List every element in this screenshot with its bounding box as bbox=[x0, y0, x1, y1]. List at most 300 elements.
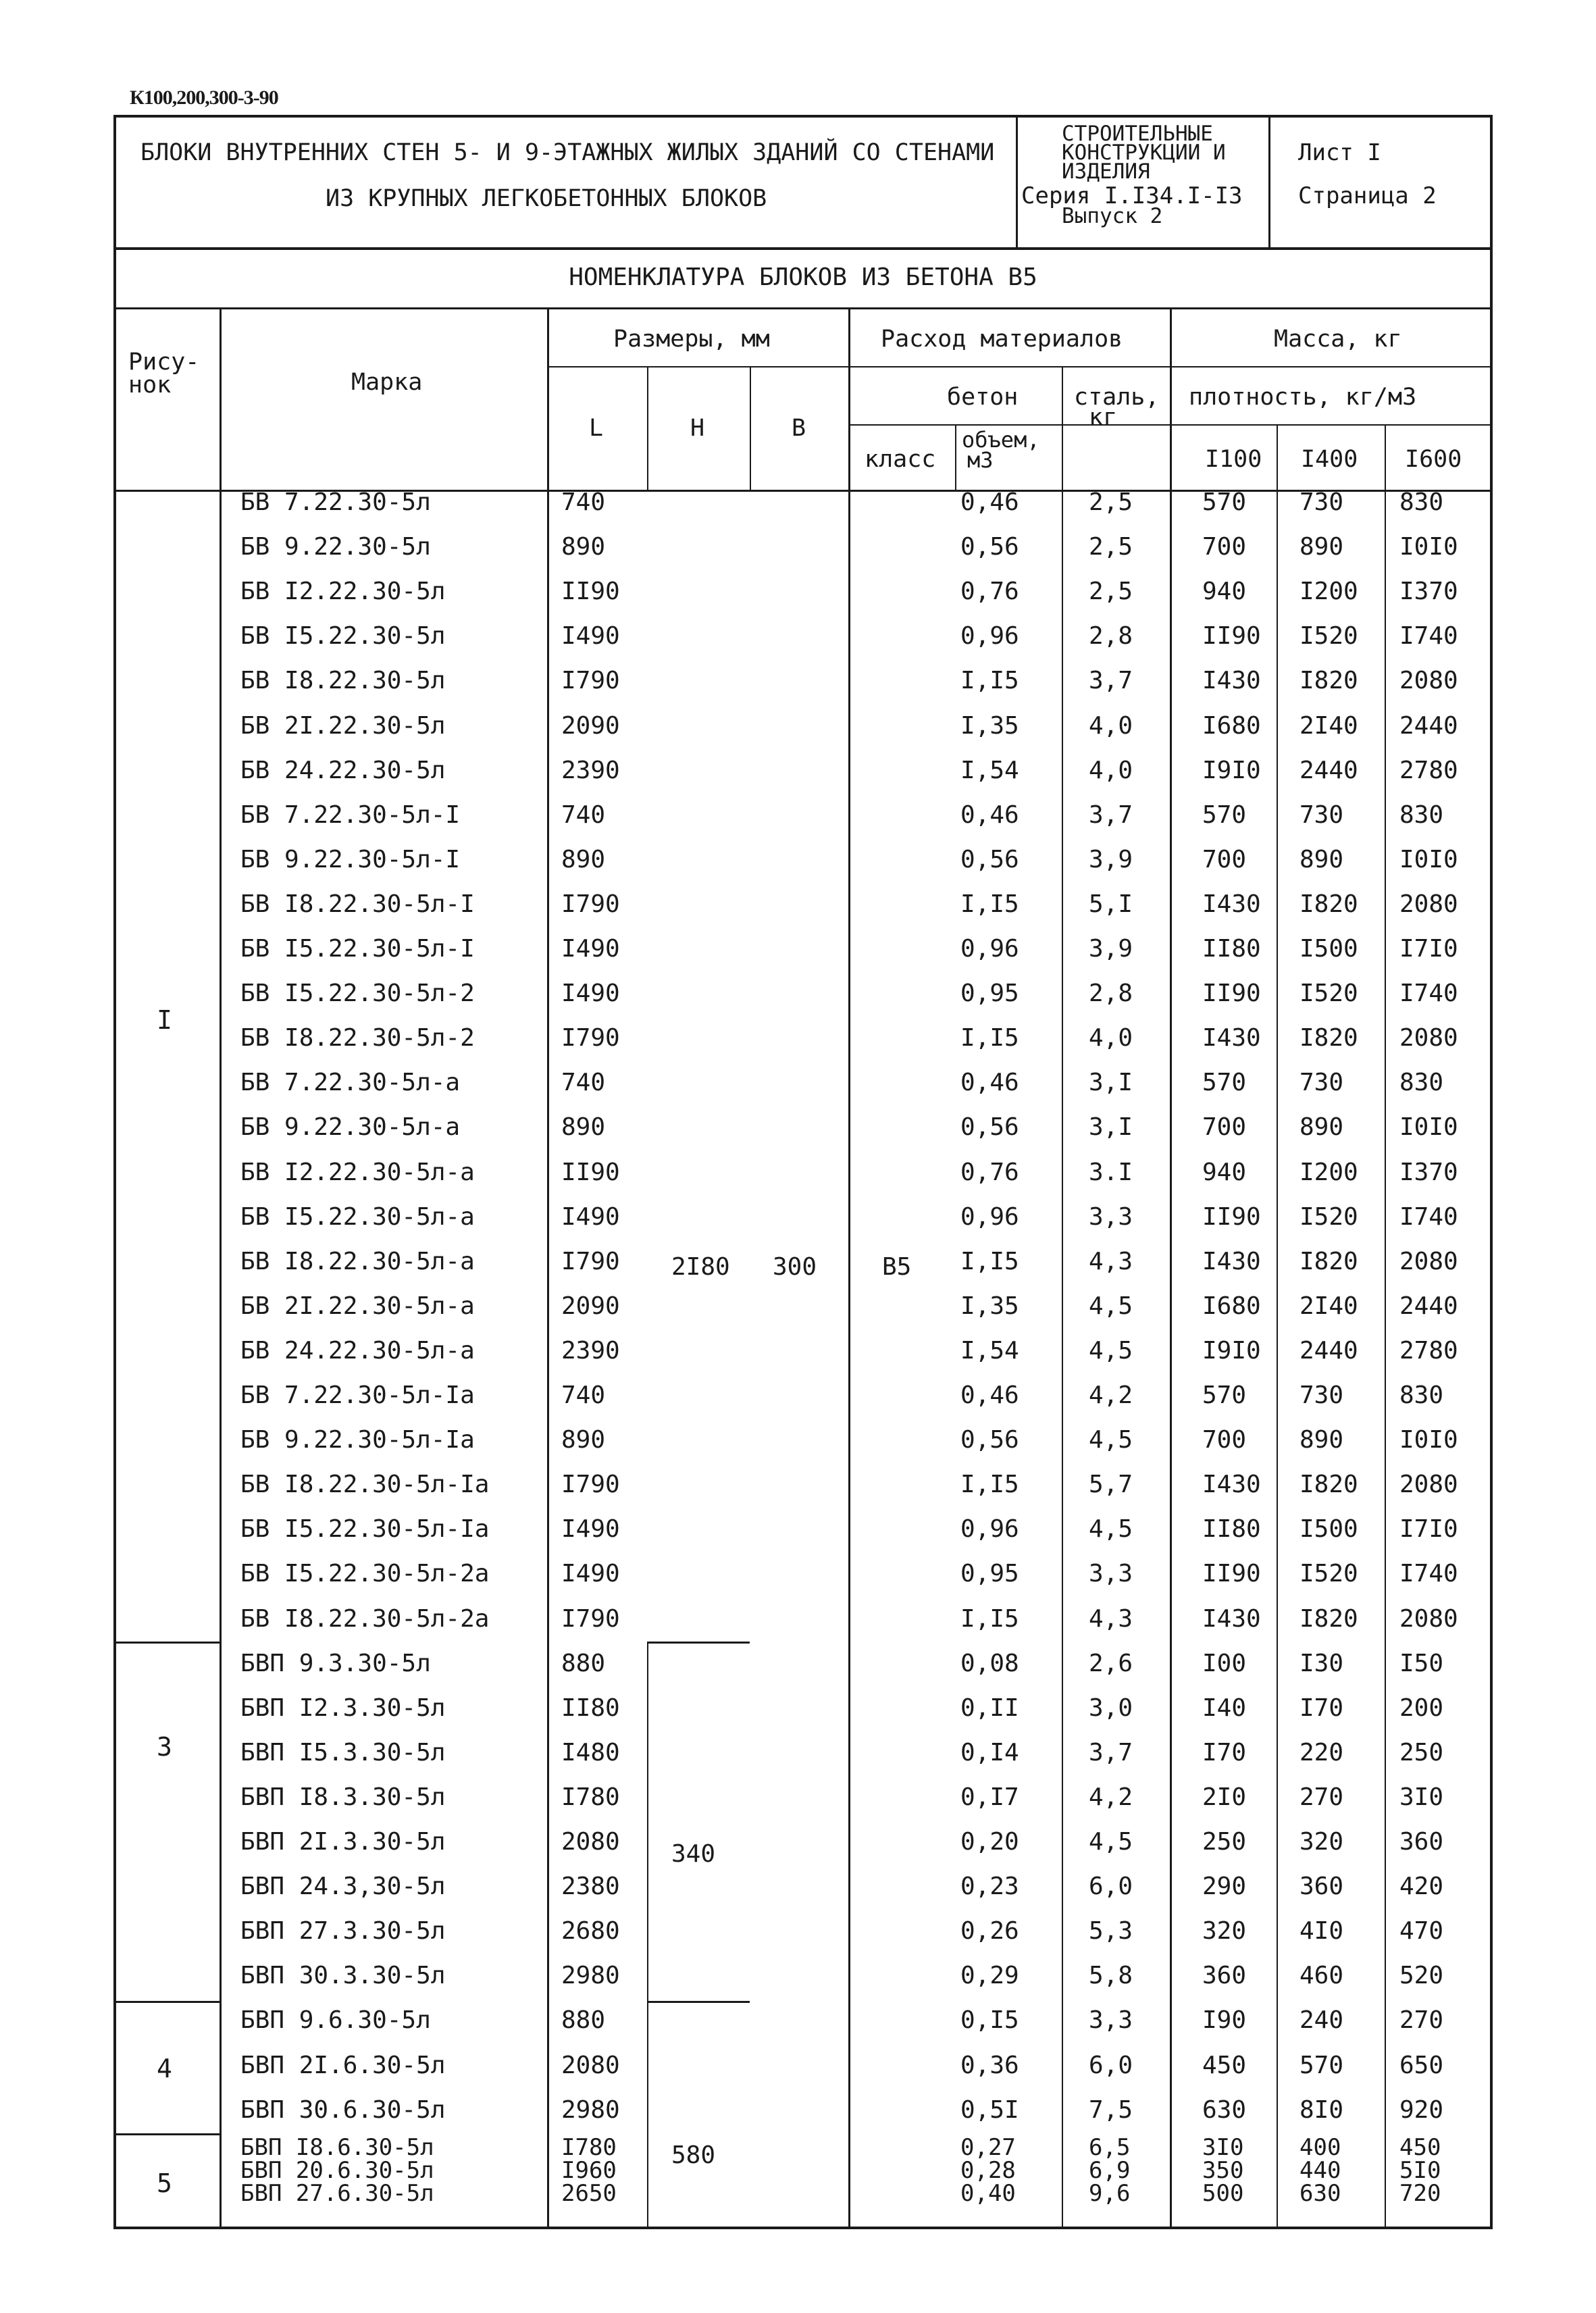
header-volume-2: м3 bbox=[967, 447, 994, 473]
table-body bbox=[116, 250, 1495, 2229]
cell-mass-1400: 730 bbox=[1299, 1381, 1344, 1409]
cell-mass-1600: 2780 bbox=[1399, 756, 1458, 784]
cell-mass-1600: 360 bbox=[1399, 1828, 1444, 1856]
cell-mark: БВ 9.22.30-5л bbox=[240, 533, 431, 561]
cell-mark: БВ I2.22.30-5л bbox=[240, 578, 446, 606]
header-sizes: Размеры, мм bbox=[613, 326, 770, 353]
header-volume-1: объем, bbox=[962, 427, 1040, 453]
cell-volume: 0,56 bbox=[960, 845, 1019, 873]
cell-length: I490 bbox=[561, 935, 620, 963]
cell-mass-1100: 570 bbox=[1202, 488, 1247, 516]
header-density-1100: I100 bbox=[1205, 446, 1262, 473]
cell-mass-1400: I200 bbox=[1299, 1158, 1358, 1186]
cell-length: I790 bbox=[561, 1024, 620, 1052]
cell-length: 890 bbox=[561, 1426, 606, 1454]
cell-mark: БВ 7.22.30-5л-I bbox=[240, 800, 461, 829]
cell-mass-1100: 250 bbox=[1202, 1828, 1247, 1856]
cell-mass-1100: I430 bbox=[1202, 1471, 1261, 1499]
header-L: L bbox=[589, 415, 604, 442]
cell-steel: 6,0 bbox=[1089, 2051, 1133, 2079]
cell-length: 880 bbox=[561, 2006, 606, 2035]
cell-mass-1600: 2080 bbox=[1399, 890, 1458, 918]
cell-mass-1400: 570 bbox=[1299, 2051, 1344, 2079]
cell-mass-1400: 890 bbox=[1299, 1426, 1344, 1454]
cell-mass-1400: I520 bbox=[1299, 1560, 1358, 1588]
cell-steel: 3,I bbox=[1089, 1113, 1133, 1142]
cell-volume: I,I5 bbox=[960, 1024, 1019, 1052]
cell-length: 2980 bbox=[561, 2095, 620, 2124]
cell-mark: БВП 27.3.30-5л bbox=[240, 1917, 446, 1946]
series-number: Серия I.I34.I-I3 bbox=[1021, 182, 1243, 209]
cell-length: I790 bbox=[561, 1604, 620, 1633]
cell-mass-1400: I820 bbox=[1299, 1604, 1358, 1633]
figure-label-4: 4 bbox=[157, 2054, 172, 2083]
cell-steel: 4,0 bbox=[1089, 756, 1133, 784]
cell-mark: БВ I8.22.30-5л-I bbox=[240, 890, 475, 918]
cell-mass-1600: 3I0 bbox=[1399, 1783, 1444, 1811]
cell-mass-1100: I430 bbox=[1202, 1024, 1261, 1052]
cell-length: 2080 bbox=[561, 1828, 620, 1856]
cell-steel: 4,5 bbox=[1089, 1515, 1133, 1544]
height-340: 340 bbox=[671, 1840, 716, 1868]
cell-mass-1100: 3I0 bbox=[1202, 2134, 1244, 2161]
figure-label-5: 5 bbox=[157, 2168, 172, 2198]
cell-length: 2380 bbox=[561, 1873, 620, 1901]
cell-mass-1600: 450 bbox=[1399, 2134, 1441, 2161]
cell-mark: БВ 9.22.30-5л-а bbox=[240, 1113, 461, 1142]
cell-volume: I,I5 bbox=[960, 890, 1019, 918]
cell-steel: 3,I bbox=[1089, 1069, 1133, 1097]
cell-volume: 0,95 bbox=[960, 1560, 1019, 1588]
cell-mass-1600: 2080 bbox=[1399, 1247, 1458, 1275]
cell-volume: 0,20 bbox=[960, 1828, 1019, 1856]
cell-mass-1600: 520 bbox=[1399, 1962, 1444, 1990]
cell-mass-1100: 2I0 bbox=[1202, 1783, 1247, 1811]
cell-mass-1400: I500 bbox=[1299, 935, 1358, 963]
cell-steel: 3.I bbox=[1089, 1158, 1133, 1186]
cell-mass-1100: I430 bbox=[1202, 890, 1261, 918]
cell-mass-1100: I40 bbox=[1202, 1694, 1247, 1722]
series-issue: Выпуск 2 bbox=[1062, 204, 1163, 228]
cell-steel: 3,9 bbox=[1089, 845, 1133, 873]
cell-mark: БВП 2I.3.30-5л bbox=[240, 1828, 446, 1856]
cell-steel: 3,7 bbox=[1089, 800, 1133, 829]
header-materials: Расход материалов bbox=[881, 326, 1123, 353]
cell-mark: БВ I8.22.30-5л bbox=[240, 667, 446, 695]
title-line-2: ИЗ КРУПНЫХ ЛЕГКОБЕТОННЫХ БЛОКОВ bbox=[326, 185, 767, 212]
cell-mass-1600: I740 bbox=[1399, 1202, 1458, 1231]
cell-mark: БВП 30.3.30-5л bbox=[240, 1962, 446, 1990]
cell-mass-1100: 940 bbox=[1202, 1158, 1247, 1186]
cell-mark: БВ 24.22.30-5л-а bbox=[240, 1336, 475, 1365]
cell-mass-1400: I520 bbox=[1299, 622, 1358, 651]
cell-steel: 4,5 bbox=[1089, 1426, 1133, 1454]
cell-mass-1100: II90 bbox=[1202, 622, 1261, 651]
cell-steel: 3,3 bbox=[1089, 2006, 1133, 2035]
cell-mass-1400: I820 bbox=[1299, 1247, 1358, 1275]
cell-volume: 0,56 bbox=[960, 533, 1019, 561]
cell-mass-1100: I430 bbox=[1202, 1247, 1261, 1275]
cell-mass-1600: 2080 bbox=[1399, 1604, 1458, 1633]
cell-length: I790 bbox=[561, 667, 620, 695]
header-B: B bbox=[792, 415, 806, 442]
cell-mass-1400: 240 bbox=[1299, 2006, 1344, 2035]
cell-mass-1100: 700 bbox=[1202, 1426, 1247, 1454]
cell-mass-1100: 350 bbox=[1202, 2157, 1244, 2184]
cell-mark: БВП I5.3.30-5л bbox=[240, 1738, 446, 1766]
cell-mass-1400: 460 bbox=[1299, 1962, 1344, 1990]
cell-steel: 3,3 bbox=[1089, 1560, 1133, 1588]
cell-length: 2650 bbox=[561, 2180, 617, 2207]
cell-mass-1600: I0I0 bbox=[1399, 1426, 1458, 1454]
cell-mark: БВ 9.22.30-5л-Iа bbox=[240, 1426, 475, 1454]
cell-length: I960 bbox=[561, 2157, 617, 2184]
cell-mark: БВП 24.3,30-5л bbox=[240, 1873, 446, 1901]
cell-volume: 0,28 bbox=[960, 2157, 1016, 2184]
cell-steel: 2,8 bbox=[1089, 980, 1133, 1008]
cell-mass-1400: 890 bbox=[1299, 845, 1344, 873]
cell-mass-1400: I500 bbox=[1299, 1515, 1358, 1544]
cell-mass-1100: I680 bbox=[1202, 711, 1261, 740]
cell-mass-1400: 2I40 bbox=[1299, 711, 1358, 740]
cell-steel: 3,0 bbox=[1089, 1694, 1133, 1722]
cell-length: I780 bbox=[561, 2134, 617, 2161]
cell-steel: 6,0 bbox=[1089, 1873, 1133, 1901]
header-class: класс bbox=[865, 446, 936, 473]
cell-mass-1400: I520 bbox=[1299, 980, 1358, 1008]
cell-mark: БВП 9.3.30-5л bbox=[240, 1649, 431, 1677]
cell-mark: БВ I5.22.30-5л-Iа bbox=[240, 1515, 490, 1544]
header-mark: Марка bbox=[351, 369, 423, 396]
cell-length: I790 bbox=[561, 1247, 620, 1275]
cell-mass-1400: 730 bbox=[1299, 1069, 1344, 1097]
cell-volume: I,I5 bbox=[960, 1471, 1019, 1499]
figure-label-3: 3 bbox=[157, 1732, 172, 1762]
cell-mass-1400: 890 bbox=[1299, 533, 1344, 561]
cell-mass-1400: 270 bbox=[1299, 1783, 1344, 1811]
cell-mark: БВ 2I.22.30-5л bbox=[240, 711, 446, 740]
title-line-1: БЛОКИ ВНУТРЕННИХ СТЕН 5- И 9-ЭТАЖНЫХ ЖИЛЫХ ЗДАНИЙ СО СТЕНАМИ bbox=[140, 139, 995, 166]
cell-mass-1100: 290 bbox=[1202, 1873, 1247, 1901]
cell-mass-1400: I820 bbox=[1299, 667, 1358, 695]
cell-mass-1600: I370 bbox=[1399, 578, 1458, 606]
cell-volume: 0,56 bbox=[960, 1426, 1019, 1454]
cell-length: I490 bbox=[561, 1202, 620, 1231]
header-density-1400: I400 bbox=[1301, 446, 1358, 473]
cell-length: 2980 bbox=[561, 1962, 620, 1990]
cell-steel: 9,6 bbox=[1089, 2180, 1131, 2207]
cell-mass-1600: 920 bbox=[1399, 2095, 1444, 2124]
cell-length: 740 bbox=[561, 1381, 606, 1409]
cell-length: I490 bbox=[561, 622, 620, 651]
cell-volume: 0,I5 bbox=[960, 2006, 1019, 2035]
cell-mass-1100: II80 bbox=[1202, 935, 1261, 963]
cell-volume: 0,40 bbox=[960, 2180, 1016, 2207]
sheet-number: Лист I bbox=[1298, 139, 1381, 166]
cell-steel: 4,0 bbox=[1089, 711, 1133, 740]
cell-mark: БВП I8.3.30-5л bbox=[240, 1783, 446, 1811]
cell-volume: 0,56 bbox=[960, 1113, 1019, 1142]
cell-length: 2680 bbox=[561, 1917, 620, 1946]
cell-length: 890 bbox=[561, 533, 606, 561]
cell-mass-1400: 4I0 bbox=[1299, 1917, 1344, 1946]
cell-volume: I,35 bbox=[960, 1292, 1019, 1320]
cell-mass-1400: I520 bbox=[1299, 1202, 1358, 1231]
cell-mass-1400: 2440 bbox=[1299, 756, 1358, 784]
cell-volume: 0,36 bbox=[960, 2051, 1019, 2079]
cell-volume: 0,II bbox=[960, 1694, 1019, 1722]
cell-volume: 0,08 bbox=[960, 1649, 1019, 1677]
width-300: 300 bbox=[773, 1253, 817, 1281]
cell-mass-1100: 450 bbox=[1202, 2051, 1247, 2079]
nomenclature-table bbox=[113, 250, 1493, 2229]
cell-volume: 0,96 bbox=[960, 935, 1019, 963]
cell-mass-1100: II90 bbox=[1202, 1202, 1261, 1231]
cell-mass-1600: 2780 bbox=[1399, 1336, 1458, 1365]
cell-volume: 0,76 bbox=[960, 1158, 1019, 1186]
cell-mass-1400: 320 bbox=[1299, 1828, 1344, 1856]
cell-mass-1100: 570 bbox=[1202, 1381, 1247, 1409]
cell-length: I790 bbox=[561, 1471, 620, 1499]
cell-mass-1100: I00 bbox=[1202, 1649, 1247, 1677]
cell-steel: 3,3 bbox=[1089, 1202, 1133, 1231]
header-H: H bbox=[690, 415, 705, 442]
cell-steel: 4,3 bbox=[1089, 1247, 1133, 1275]
cell-mark: БВП 27.6.30-5л bbox=[240, 2180, 434, 2207]
cell-mass-1600: 2080 bbox=[1399, 667, 1458, 695]
cell-mass-1400: 220 bbox=[1299, 1738, 1344, 1766]
cell-volume: 0,I4 bbox=[960, 1738, 1019, 1766]
cell-steel: 4,5 bbox=[1089, 1336, 1133, 1365]
cell-steel: 2,6 bbox=[1089, 1649, 1133, 1677]
cell-mark: БВП I2.3.30-5л bbox=[240, 1694, 446, 1722]
cell-mass-1100: 630 bbox=[1202, 2095, 1247, 2124]
cell-mass-1400: 730 bbox=[1299, 488, 1344, 516]
cell-mass-1600: 720 bbox=[1399, 2180, 1441, 2207]
cell-length: I490 bbox=[561, 1560, 620, 1588]
cell-mass-1600: I50 bbox=[1399, 1649, 1444, 1677]
cell-length: II90 bbox=[561, 578, 620, 606]
cell-steel: 4,2 bbox=[1089, 1783, 1133, 1811]
cell-steel: 5,I bbox=[1089, 890, 1133, 918]
header-figure-2: нок bbox=[128, 372, 172, 399]
cell-length: 890 bbox=[561, 845, 606, 873]
cell-steel: 7,5 bbox=[1089, 2095, 1133, 2124]
cell-steel: 3,9 bbox=[1089, 935, 1133, 963]
cell-mass-1100: I9I0 bbox=[1202, 1336, 1261, 1365]
cell-steel: 4,5 bbox=[1089, 1292, 1133, 1320]
cell-mark: БВ 2I.22.30-5л-а bbox=[240, 1292, 475, 1320]
table-title: НОМЕНКЛАТУРА БЛОКОВ ИЗ БЕТОНА В5 bbox=[569, 263, 1037, 291]
cell-mass-1600: 830 bbox=[1399, 488, 1444, 516]
cell-mass-1600: I740 bbox=[1399, 622, 1458, 651]
cell-mass-1600: 2440 bbox=[1399, 1292, 1458, 1320]
cell-length: I480 bbox=[561, 1738, 620, 1766]
cell-volume: 0,76 bbox=[960, 578, 1019, 606]
cell-mass-1400: 8I0 bbox=[1299, 2095, 1344, 2124]
cell-mass-1100: I9I0 bbox=[1202, 756, 1261, 784]
cell-mass-1400: I820 bbox=[1299, 1471, 1358, 1499]
cell-mass-1600: 2080 bbox=[1399, 1024, 1458, 1052]
cell-mark: БВ I5.22.30-5л-I bbox=[240, 935, 475, 963]
document-code: К100,200,300-3-90 bbox=[130, 86, 278, 109]
height-2180: 2I80 bbox=[671, 1253, 730, 1281]
cell-mark: БВ I5.22.30-5л bbox=[240, 622, 446, 651]
cell-mass-1600: 200 bbox=[1399, 1694, 1444, 1722]
cell-volume: I,54 bbox=[960, 756, 1019, 784]
cell-steel: 5,3 bbox=[1089, 1917, 1133, 1946]
cell-length: 740 bbox=[561, 800, 606, 829]
cell-volume: I,I5 bbox=[960, 1604, 1019, 1633]
cell-mass-1600: 250 bbox=[1399, 1738, 1444, 1766]
cell-length: 740 bbox=[561, 1069, 606, 1097]
cell-mass-1400: I70 bbox=[1299, 1694, 1344, 1722]
cell-mass-1100: 940 bbox=[1202, 578, 1247, 606]
cell-volume: I,35 bbox=[960, 711, 1019, 740]
cell-steel: 3,7 bbox=[1089, 667, 1133, 695]
cell-steel: 2,5 bbox=[1089, 488, 1133, 516]
cell-mark: БВ 7.22.30-5л bbox=[240, 488, 431, 516]
cell-mass-1100: 320 bbox=[1202, 1917, 1247, 1946]
cell-mark: БВП 20.6.30-5л bbox=[240, 2157, 434, 2184]
header-steel-2: кг bbox=[1089, 404, 1118, 431]
title-block bbox=[113, 115, 1493, 250]
cell-mass-1400: I820 bbox=[1299, 890, 1358, 918]
cell-length: 2390 bbox=[561, 756, 620, 784]
cell-volume: 0,29 bbox=[960, 1962, 1019, 1990]
cell-mass-1100: 500 bbox=[1202, 2180, 1244, 2207]
cell-mass-1600: I740 bbox=[1399, 1560, 1458, 1588]
cell-length: 2080 bbox=[561, 2051, 620, 2079]
cell-mass-1600: 830 bbox=[1399, 800, 1444, 829]
cell-mark: БВ I8.22.30-5л-а bbox=[240, 1247, 475, 1275]
cell-mark: БВ I8.22.30-5л-2а bbox=[240, 1604, 490, 1633]
cell-length: I790 bbox=[561, 890, 620, 918]
cell-steel: 6,5 bbox=[1089, 2134, 1131, 2161]
header-concrete: бетон bbox=[947, 384, 1019, 411]
cell-mass-1600: 650 bbox=[1399, 2051, 1444, 2079]
series-line-1: СТРОИТЕЛЬНЫЕ bbox=[1062, 122, 1213, 146]
cell-mark: БВ I8.22.30-5л-2 bbox=[240, 1024, 475, 1052]
cell-mark: БВ I2.22.30-5л-а bbox=[240, 1158, 475, 1186]
cell-volume: I,I5 bbox=[960, 667, 1019, 695]
cell-mass-1100: 570 bbox=[1202, 1069, 1247, 1097]
series-line-2: КОНСТРУКЦИИ И bbox=[1062, 141, 1226, 165]
cell-steel: 4,5 bbox=[1089, 1828, 1133, 1856]
cell-mark: БВ I5.22.30-5л-а bbox=[240, 1202, 475, 1231]
cell-mass-1100: I430 bbox=[1202, 667, 1261, 695]
cell-mark: БВ 9.22.30-5л-I bbox=[240, 845, 461, 873]
cell-mass-1600: 2440 bbox=[1399, 711, 1458, 740]
cell-volume: 0,23 bbox=[960, 1873, 1019, 1901]
cell-mass-1600: I7I0 bbox=[1399, 935, 1458, 963]
cell-mass-1100: I70 bbox=[1202, 1738, 1247, 1766]
cell-mass-1100: 700 bbox=[1202, 533, 1247, 561]
cell-volume: 0,26 bbox=[960, 1917, 1019, 1946]
cell-volume: 0,27 bbox=[960, 2134, 1016, 2161]
cell-steel: 2,8 bbox=[1089, 622, 1133, 651]
cell-volume: I,54 bbox=[960, 1336, 1019, 1365]
cell-volume: 0,5I bbox=[960, 2095, 1019, 2124]
cell-mass-1600: I740 bbox=[1399, 980, 1458, 1008]
cell-mass-1100: 700 bbox=[1202, 845, 1247, 873]
cell-length: I490 bbox=[561, 1515, 620, 1544]
cell-volume: 0,96 bbox=[960, 622, 1019, 651]
cell-mark: БВ 24.22.30-5л bbox=[240, 756, 446, 784]
cell-mass-1600: 470 bbox=[1399, 1917, 1444, 1946]
cell-mass-1600: I370 bbox=[1399, 1158, 1458, 1186]
cell-mass-1100: II90 bbox=[1202, 980, 1261, 1008]
cell-volume: I,I5 bbox=[960, 1247, 1019, 1275]
cell-volume: 0,46 bbox=[960, 488, 1019, 516]
header-figure-1: Рису- bbox=[128, 349, 200, 376]
cell-mass-1600: 830 bbox=[1399, 1381, 1444, 1409]
cell-mass-1400: 890 bbox=[1299, 1113, 1344, 1142]
cell-mark: БВП 2I.6.30-5л bbox=[240, 2051, 446, 2079]
cell-length: 2090 bbox=[561, 711, 620, 740]
cell-steel: 4,0 bbox=[1089, 1024, 1133, 1052]
cell-mass-1600: 5I0 bbox=[1399, 2157, 1441, 2184]
cell-mass-1100: 360 bbox=[1202, 1962, 1247, 1990]
cell-length: I490 bbox=[561, 980, 620, 1008]
cell-mass-1100: II80 bbox=[1202, 1515, 1261, 1544]
cell-steel: 5,8 bbox=[1089, 1962, 1133, 1990]
cell-mark: БВ I5.22.30-5л-2 bbox=[240, 980, 475, 1008]
cell-mark: БВ 7.22.30-5л-а bbox=[240, 1069, 461, 1097]
cell-mass-1600: I0I0 bbox=[1399, 845, 1458, 873]
cell-steel: 6,9 bbox=[1089, 2157, 1131, 2184]
figure-label-1: I bbox=[157, 1005, 172, 1035]
page-number: Страница 2 bbox=[1298, 182, 1437, 209]
cell-mark: БВ I5.22.30-5л-2а bbox=[240, 1560, 490, 1588]
cell-mass-1100: I90 bbox=[1202, 2006, 1247, 2035]
title-divider-1 bbox=[1016, 118, 1018, 247]
cell-volume: 0,46 bbox=[960, 800, 1019, 829]
cell-mass-1100: 700 bbox=[1202, 1113, 1247, 1142]
cell-steel: 5,7 bbox=[1089, 1471, 1133, 1499]
cell-length: 880 bbox=[561, 1649, 606, 1677]
cell-mass-1100: II90 bbox=[1202, 1560, 1261, 1588]
series-line-3: ИЗДЕЛИЯ bbox=[1062, 159, 1150, 184]
header-density: плотность, кг/м3 bbox=[1189, 384, 1417, 411]
cell-mass-1600: 2080 bbox=[1399, 1471, 1458, 1499]
cell-volume: 0,I7 bbox=[960, 1783, 1019, 1811]
cell-mass-1100: 570 bbox=[1202, 800, 1247, 829]
cell-mass-1400: 2I40 bbox=[1299, 1292, 1358, 1320]
cell-length: 740 bbox=[561, 488, 606, 516]
cell-mass-1600: I0I0 bbox=[1399, 1113, 1458, 1142]
cell-volume: 0,96 bbox=[960, 1515, 1019, 1544]
cell-mark: БВП I8.6.30-5л bbox=[240, 2134, 434, 2161]
cell-steel: 2,5 bbox=[1089, 578, 1133, 606]
cell-mass-1400: 630 bbox=[1299, 2180, 1341, 2207]
cell-mark: БВ I8.22.30-5л-Iа bbox=[240, 1471, 490, 1499]
header-steel-1: сталь, bbox=[1074, 384, 1160, 411]
cell-mass-1400: 360 bbox=[1299, 1873, 1344, 1901]
cell-length: II90 bbox=[561, 1158, 620, 1186]
cell-mass-1400: 400 bbox=[1299, 2134, 1341, 2161]
cell-volume: 0,46 bbox=[960, 1069, 1019, 1097]
cell-steel: 4,2 bbox=[1089, 1381, 1133, 1409]
cell-mark: БВП 30.6.30-5л bbox=[240, 2095, 446, 2124]
cell-mass-1600: 830 bbox=[1399, 1069, 1444, 1097]
cell-mass-1600: I7I0 bbox=[1399, 1515, 1458, 1544]
cell-mass-1400: 2440 bbox=[1299, 1336, 1358, 1365]
cell-length: 890 bbox=[561, 1113, 606, 1142]
cell-volume: 0,96 bbox=[960, 1202, 1019, 1231]
cell-length: 2090 bbox=[561, 1292, 620, 1320]
cell-volume: 0,95 bbox=[960, 980, 1019, 1008]
